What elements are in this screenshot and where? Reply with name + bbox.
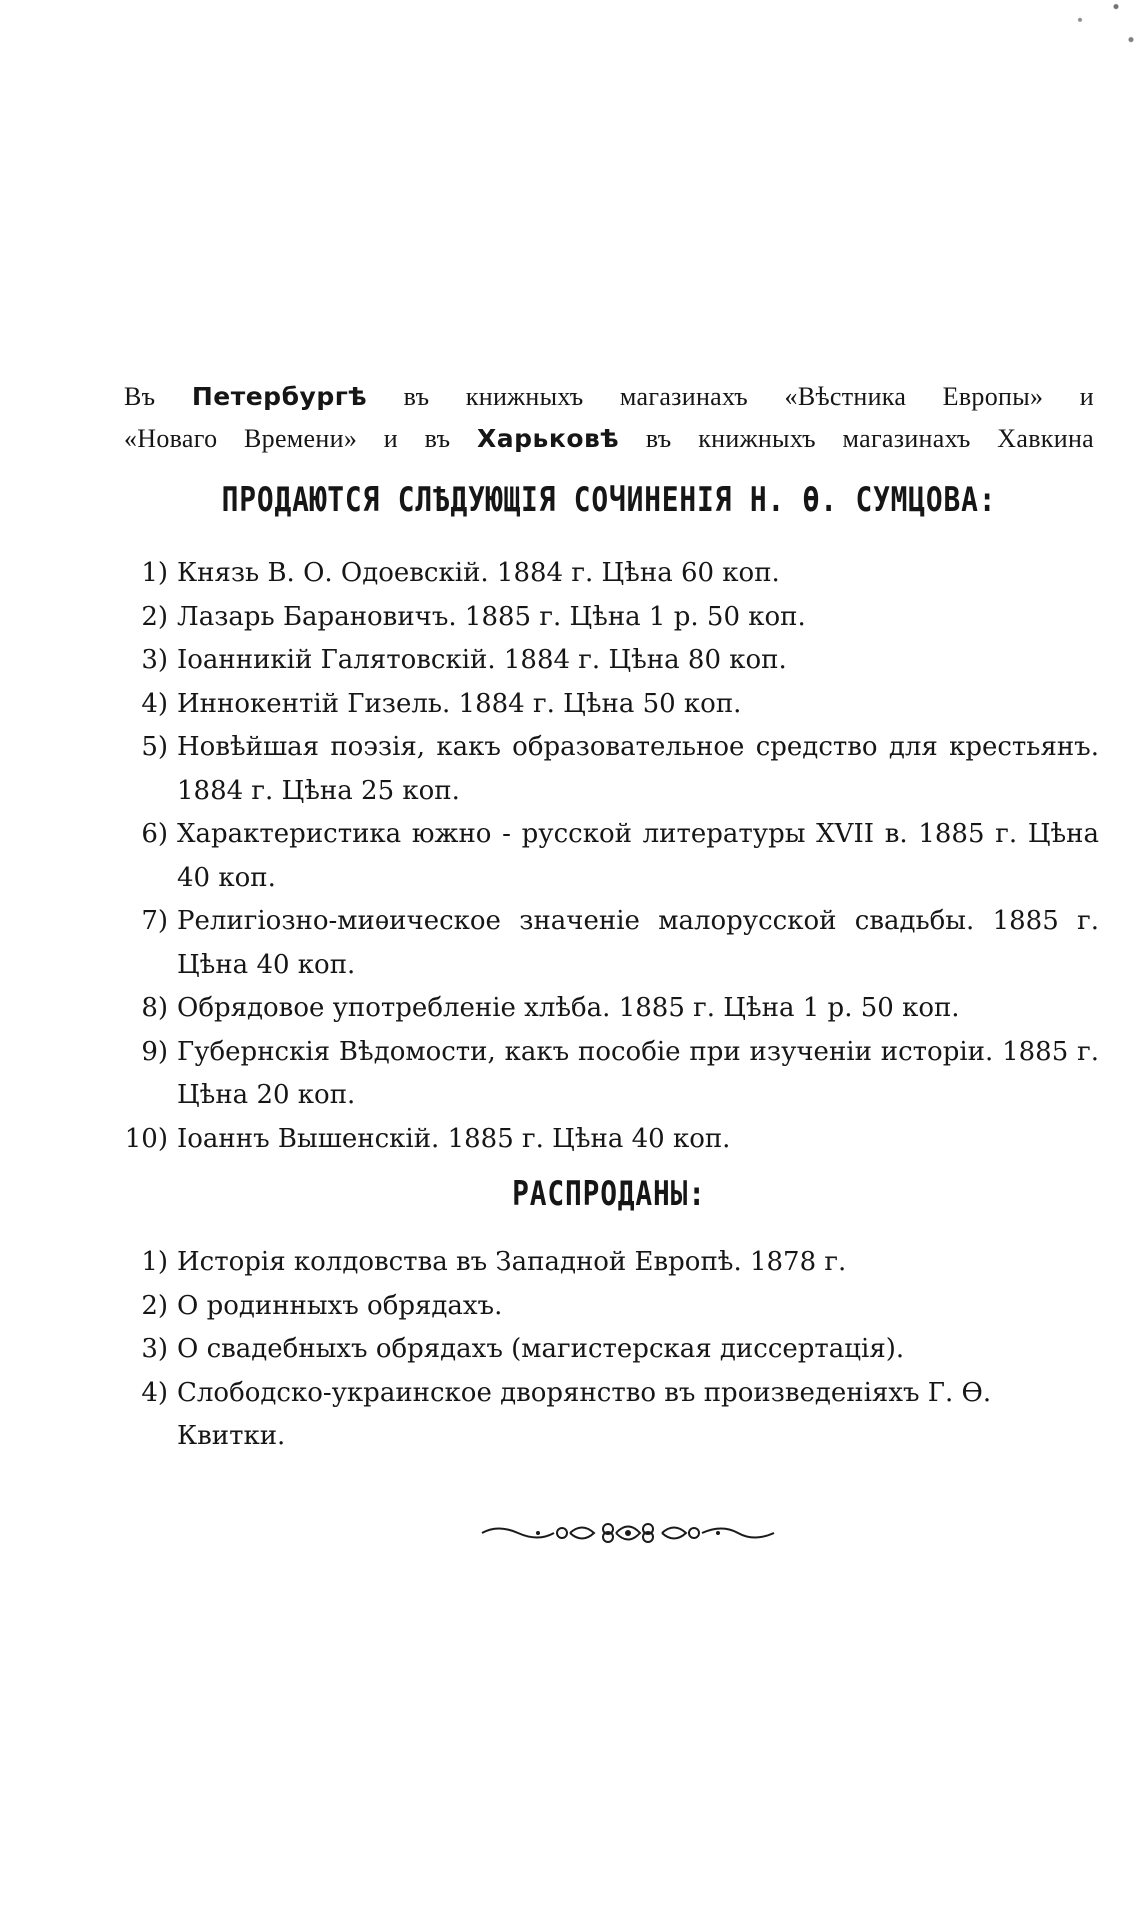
intro-paragraph xyxy=(124,376,1094,460)
city-name: Петербургѣ xyxy=(191,382,368,411)
intro-line-1 xyxy=(124,376,1094,418)
item-text: Іоаннъ Вышенскій. 1885 г. Цѣна 40 коп. xyxy=(177,1123,731,1154)
item-number: 1) xyxy=(141,558,168,588)
item-text: Слободско-украинское дворянство въ произведеніяхъ Г. Ѳ. Квитки. xyxy=(177,1377,992,1451)
list-item xyxy=(124,987,1099,1031)
intro-text: въ книжныхъ магазинахъ Хавкина xyxy=(619,424,1094,453)
item-number: 4) xyxy=(141,688,168,719)
item-text: Губернскія Вѣдомости, какъ пособіе при изученіи исторіи. 1885 г. Цѣна 20 коп. xyxy=(177,1036,1099,1110)
item-text: Религіозно-миѳическое значеніе малорусской свадьбы. 1885 г. Цѣна 40 коп. xyxy=(177,906,1099,980)
list-item xyxy=(124,1031,1099,1118)
item-number: 6) xyxy=(141,819,168,849)
item-number: 3) xyxy=(141,1334,168,1364)
item-text: Характеристика южно - русской литературы XVII в. 1885 г. Цѣна 40 коп. xyxy=(177,819,1099,893)
item-text: Іоанникій Галятовскій. 1884 г. Цѣна 80 коп. xyxy=(177,645,787,675)
list-item xyxy=(124,552,1099,596)
intro-line-2 xyxy=(124,418,1094,460)
item-number: 1) xyxy=(141,1247,168,1277)
item-number: 9) xyxy=(141,1036,168,1067)
item-text: Исторія колдовства въ Западной Европѣ. 1878 г. xyxy=(177,1247,847,1277)
list-item xyxy=(124,1118,1099,1162)
item-text: Лазарь Барановичъ. 1885 г. Цѣна 1 р. 50 коп. xyxy=(177,601,806,632)
item-text: Князь В. О. Одоевскій. 1884 г. Цѣна 60 коп. xyxy=(177,558,780,588)
list-item xyxy=(124,1372,1099,1459)
item-text: Обрядовое употребленіе хлѣба. 1885 г. Цѣна 1 р. 50 коп. xyxy=(177,993,960,1023)
intro-text: «Новаго Времени» и въ xyxy=(124,424,477,453)
item-text: О свадебныхъ обрядахъ (магистерская диссертація). xyxy=(177,1334,905,1364)
list-item xyxy=(124,1241,1099,1285)
heading-for-sale: ПРОДАЮТСЯ СЛѢДУЮЩІЯ СОЧИНЕНІЯ Н. Ѳ. СУМЦОВА: xyxy=(221,480,997,520)
item-number: 7) xyxy=(141,906,168,936)
list-item xyxy=(124,1328,1099,1372)
list-item xyxy=(124,683,1099,727)
city-name: Харьковѣ xyxy=(477,424,620,453)
scan-noise xyxy=(840,0,1140,330)
item-text: Иннокентій Гизель. 1884 г. Цѣна 50 коп. xyxy=(177,688,742,719)
item-text: Новѣйшая поэзія, какъ образовательное средство для крестьянъ. 1884 г. Цѣна 25 коп. xyxy=(177,732,1099,806)
item-number: 4) xyxy=(141,1377,168,1408)
sold-out-list xyxy=(124,1241,1099,1459)
intro-text: Въ xyxy=(124,382,192,411)
item-number: 2) xyxy=(141,1290,168,1321)
scroll-ornament-icon xyxy=(478,1518,778,1548)
list-item xyxy=(124,900,1099,987)
list-item xyxy=(124,1285,1099,1329)
item-number: 10) xyxy=(124,1123,168,1154)
list-item xyxy=(124,639,1099,683)
heading-sold-out: РАСПРОДАНЫ: xyxy=(512,1174,706,1214)
item-number: 2) xyxy=(141,601,168,632)
list-item xyxy=(124,813,1099,900)
intro-text: въ книжныхъ магазинахъ «Вѣстника Европы» и xyxy=(367,382,1094,411)
works-for-sale-list xyxy=(124,552,1099,1161)
list-item xyxy=(124,596,1099,640)
item-number: 3) xyxy=(141,645,168,675)
item-number: 5) xyxy=(141,732,168,762)
item-text: О родинныхъ обрядахъ. xyxy=(177,1290,503,1321)
list-item xyxy=(124,726,1099,813)
item-number: 8) xyxy=(141,993,168,1023)
